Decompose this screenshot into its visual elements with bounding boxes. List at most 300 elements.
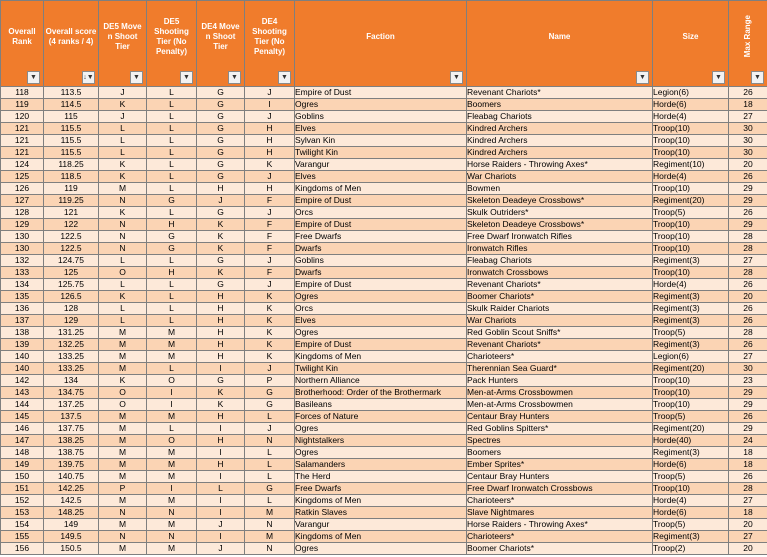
filter-dropdown-button[interactable]: ▼ [450, 71, 463, 84]
cell-de5-move-shoot-tier[interactable]: J [99, 87, 147, 99]
cell-name[interactable]: Charioteers* [467, 495, 653, 507]
cell-faction[interactable]: Empire of Dust [295, 219, 467, 231]
cell-de5-move-shoot-tier[interactable]: O [99, 267, 147, 279]
cell-name[interactable]: Slave Nightmares [467, 507, 653, 519]
cell-de5-shooting-tier[interactable]: M [147, 459, 197, 471]
cell-name[interactable]: Red Goblins Spitters* [467, 423, 653, 435]
cell-faction[interactable]: Orcs [295, 303, 467, 315]
cell-overall-score[interactable]: 133.25 [44, 363, 99, 375]
cell-size[interactable]: Legion(6) [653, 351, 729, 363]
cell-name[interactable]: Fleabag Chariots [467, 111, 653, 123]
cell-overall-score[interactable]: 131.25 [44, 327, 99, 339]
cell-name[interactable]: War Chariots [467, 315, 653, 327]
cell-max-range[interactable]: 18 [729, 99, 767, 111]
cell-de5-move-shoot-tier[interactable]: L [99, 315, 147, 327]
cell-size[interactable]: Regiment(3) [653, 291, 729, 303]
cell-overall-rank[interactable]: 145 [1, 411, 44, 423]
cell-overall-score[interactable]: 134.75 [44, 387, 99, 399]
cell-faction[interactable]: Goblins [295, 111, 467, 123]
cell-de5-shooting-tier[interactable]: L [147, 111, 197, 123]
cell-overall-rank[interactable]: 144 [1, 399, 44, 411]
cell-max-range[interactable]: 29 [729, 195, 767, 207]
cell-faction[interactable]: Free Dwarfs [295, 231, 467, 243]
cell-size[interactable]: Troop(10) [653, 123, 729, 135]
cell-faction[interactable]: Ogres [295, 447, 467, 459]
cell-overall-rank[interactable]: 130 [1, 243, 44, 255]
cell-max-range[interactable]: 27 [729, 255, 767, 267]
cell-overall-rank[interactable]: 124 [1, 159, 44, 171]
filter-dropdown-button[interactable]: ▼ [228, 71, 241, 84]
cell-de4-move-shoot-tier[interactable]: H [197, 435, 245, 447]
cell-name[interactable]: Boomer Chariots* [467, 291, 653, 303]
cell-size[interactable]: Troop(10) [653, 387, 729, 399]
cell-max-range[interactable]: 29 [729, 219, 767, 231]
cell-de4-shooting-tier[interactable]: G [245, 483, 295, 495]
cell-de4-shooting-tier[interactable]: L [245, 447, 295, 459]
cell-overall-score[interactable]: 124.75 [44, 255, 99, 267]
cell-de4-shooting-tier[interactable]: N [245, 543, 295, 555]
cell-de4-shooting-tier[interactable]: L [245, 411, 295, 423]
cell-size[interactable]: Legion(6) [653, 87, 729, 99]
cell-max-range[interactable]: 26 [729, 471, 767, 483]
cell-de5-shooting-tier[interactable]: L [147, 315, 197, 327]
cell-name[interactable]: Kindred Archers [467, 135, 653, 147]
cell-overall-rank[interactable]: 134 [1, 279, 44, 291]
cell-overall-score[interactable]: 115 [44, 111, 99, 123]
cell-overall-score[interactable]: 137.5 [44, 411, 99, 423]
cell-de5-move-shoot-tier[interactable]: N [99, 219, 147, 231]
cell-de5-shooting-tier[interactable]: L [147, 99, 197, 111]
cell-overall-rank[interactable]: 142 [1, 375, 44, 387]
cell-faction[interactable]: Ogres [295, 327, 467, 339]
cell-faction[interactable]: Elves [295, 171, 467, 183]
cell-max-range[interactable]: 23 [729, 375, 767, 387]
cell-de5-shooting-tier[interactable]: N [147, 531, 197, 543]
cell-de5-shooting-tier[interactable]: L [147, 159, 197, 171]
cell-de4-move-shoot-tier[interactable]: I [197, 507, 245, 519]
cell-faction[interactable]: Ogres [295, 543, 467, 555]
cell-de4-move-shoot-tier[interactable]: G [197, 279, 245, 291]
cell-overall-score[interactable]: 132.25 [44, 339, 99, 351]
cell-de4-move-shoot-tier[interactable]: G [197, 87, 245, 99]
cell-faction[interactable]: Twilight Kin [295, 363, 467, 375]
cell-overall-score[interactable]: 140.75 [44, 471, 99, 483]
cell-de5-move-shoot-tier[interactable]: L [99, 123, 147, 135]
cell-max-range[interactable]: 26 [729, 411, 767, 423]
cell-max-range[interactable]: 24 [729, 435, 767, 447]
cell-size[interactable]: Regiment(10) [653, 159, 729, 171]
cell-overall-rank[interactable]: 156 [1, 543, 44, 555]
cell-de4-shooting-tier[interactable]: N [245, 435, 295, 447]
cell-de5-shooting-tier[interactable]: O [147, 435, 197, 447]
cell-de5-move-shoot-tier[interactable]: M [99, 519, 147, 531]
filter-dropdown-button[interactable]: ▼ [27, 71, 40, 84]
cell-de5-shooting-tier[interactable]: L [147, 183, 197, 195]
cell-size[interactable]: Troop(5) [653, 519, 729, 531]
cell-de4-move-shoot-tier[interactable]: H [197, 339, 245, 351]
cell-name[interactable]: War Chariots [467, 171, 653, 183]
cell-de5-shooting-tier[interactable]: L [147, 207, 197, 219]
cell-faction[interactable]: Salamanders [295, 459, 467, 471]
cell-de4-move-shoot-tier[interactable]: K [197, 231, 245, 243]
cell-name[interactable]: Spectres [467, 435, 653, 447]
cell-overall-rank[interactable]: 153 [1, 507, 44, 519]
cell-size[interactable]: Horde(6) [653, 507, 729, 519]
cell-de5-shooting-tier[interactable]: M [147, 471, 197, 483]
cell-overall-score[interactable]: 122.5 [44, 243, 99, 255]
cell-faction[interactable]: The Herd [295, 471, 467, 483]
cell-de5-shooting-tier[interactable]: H [147, 267, 197, 279]
cell-de4-shooting-tier[interactable]: J [245, 111, 295, 123]
cell-de4-move-shoot-tier[interactable]: K [197, 243, 245, 255]
cell-size[interactable]: Troop(5) [653, 207, 729, 219]
cell-de4-move-shoot-tier[interactable]: L [197, 483, 245, 495]
cell-de4-shooting-tier[interactable]: F [245, 195, 295, 207]
cell-max-range[interactable]: 30 [729, 135, 767, 147]
cell-de4-shooting-tier[interactable]: F [245, 219, 295, 231]
cell-overall-score[interactable]: 122.5 [44, 231, 99, 243]
cell-faction[interactable]: Ogres [295, 291, 467, 303]
cell-size[interactable]: Horde(4) [653, 111, 729, 123]
cell-de5-move-shoot-tier[interactable]: M [99, 543, 147, 555]
cell-max-range[interactable]: 29 [729, 387, 767, 399]
cell-de5-shooting-tier[interactable]: L [147, 135, 197, 147]
cell-max-range[interactable]: 27 [729, 531, 767, 543]
cell-name[interactable]: Ember Sprites* [467, 459, 653, 471]
cell-de5-shooting-tier[interactable]: M [147, 327, 197, 339]
cell-overall-rank[interactable]: 146 [1, 423, 44, 435]
cell-overall-rank[interactable]: 138 [1, 327, 44, 339]
cell-name[interactable]: Red Goblin Scout Sniffs* [467, 327, 653, 339]
cell-name[interactable]: Horse Raiders - Throwing Axes* [467, 519, 653, 531]
cell-de4-shooting-tier[interactable]: K [245, 303, 295, 315]
cell-de4-move-shoot-tier[interactable]: I [197, 447, 245, 459]
cell-de5-shooting-tier[interactable]: H [147, 219, 197, 231]
cell-faction[interactable]: Ogres [295, 99, 467, 111]
cell-de5-shooting-tier[interactable]: M [147, 411, 197, 423]
cell-de4-shooting-tier[interactable]: J [245, 279, 295, 291]
cell-de4-shooting-tier[interactable]: J [245, 171, 295, 183]
cell-faction[interactable]: Basileans [295, 399, 467, 411]
cell-max-range[interactable]: 26 [729, 279, 767, 291]
cell-de5-shooting-tier[interactable]: I [147, 399, 197, 411]
cell-faction[interactable]: Orcs [295, 207, 467, 219]
cell-faction[interactable]: Goblins [295, 255, 467, 267]
cell-faction[interactable]: Dwarfs [295, 267, 467, 279]
cell-size[interactable]: Troop(5) [653, 411, 729, 423]
cell-overall-score[interactable]: 138.75 [44, 447, 99, 459]
cell-de5-move-shoot-tier[interactable]: M [99, 411, 147, 423]
cell-max-range[interactable]: 18 [729, 459, 767, 471]
cell-size[interactable]: Horde(6) [653, 459, 729, 471]
cell-de5-shooting-tier[interactable]: O [147, 375, 197, 387]
cell-de4-shooting-tier[interactable]: F [245, 243, 295, 255]
cell-overall-rank[interactable]: 137 [1, 315, 44, 327]
cell-max-range[interactable]: 30 [729, 363, 767, 375]
cell-size[interactable]: Horde(40) [653, 435, 729, 447]
cell-de4-move-shoot-tier[interactable]: I [197, 423, 245, 435]
cell-faction[interactable]: Elves [295, 315, 467, 327]
cell-de4-move-shoot-tier[interactable]: I [197, 471, 245, 483]
cell-overall-rank[interactable]: 129 [1, 219, 44, 231]
cell-de4-shooting-tier[interactable]: F [245, 267, 295, 279]
cell-de4-move-shoot-tier[interactable]: I [197, 495, 245, 507]
cell-name[interactable]: Men-at-Arms Crossbowmen [467, 387, 653, 399]
cell-overall-rank[interactable]: 121 [1, 123, 44, 135]
cell-de5-move-shoot-tier[interactable]: K [99, 159, 147, 171]
cell-faction[interactable]: Empire of Dust [295, 87, 467, 99]
cell-de4-move-shoot-tier[interactable]: G [197, 123, 245, 135]
cell-overall-rank[interactable]: 128 [1, 207, 44, 219]
cell-de5-move-shoot-tier[interactable]: K [99, 171, 147, 183]
cell-faction[interactable]: Kingdoms of Men [295, 183, 467, 195]
cell-size[interactable]: Troop(10) [653, 183, 729, 195]
cell-name[interactable]: Men-at-Arms Crossbowmen [467, 399, 653, 411]
cell-overall-score[interactable]: 149.5 [44, 531, 99, 543]
cell-size[interactable]: Troop(10) [653, 231, 729, 243]
cell-de4-move-shoot-tier[interactable]: H [197, 303, 245, 315]
cell-de5-move-shoot-tier[interactable]: N [99, 507, 147, 519]
cell-size[interactable]: Horde(4) [653, 171, 729, 183]
cell-de5-shooting-tier[interactable]: M [147, 339, 197, 351]
cell-de4-move-shoot-tier[interactable]: G [197, 375, 245, 387]
cell-name[interactable]: Revenant Chariots* [467, 87, 653, 99]
cell-de5-move-shoot-tier[interactable]: M [99, 351, 147, 363]
cell-max-range[interactable]: 28 [729, 327, 767, 339]
cell-overall-rank[interactable]: 140 [1, 363, 44, 375]
cell-max-range[interactable]: 29 [729, 423, 767, 435]
cell-size[interactable]: Troop(5) [653, 327, 729, 339]
cell-de5-move-shoot-tier[interactable]: N [99, 231, 147, 243]
cell-overall-score[interactable]: 137.75 [44, 423, 99, 435]
cell-de4-shooting-tier[interactable]: I [245, 99, 295, 111]
cell-de5-move-shoot-tier[interactable]: N [99, 243, 147, 255]
cell-name[interactable]: Skeleton Deadeye Crossbows* [467, 219, 653, 231]
cell-faction[interactable]: Ogres [295, 423, 467, 435]
cell-faction[interactable]: Northern Alliance [295, 375, 467, 387]
cell-faction[interactable]: Twilight Kin [295, 147, 467, 159]
filter-dropdown-button[interactable]: ↓▼ [82, 71, 95, 84]
cell-de4-shooting-tier[interactable]: K [245, 339, 295, 351]
cell-overall-rank[interactable]: 132 [1, 255, 44, 267]
cell-de5-shooting-tier[interactable]: M [147, 519, 197, 531]
cell-max-range[interactable]: 26 [729, 315, 767, 327]
cell-de4-move-shoot-tier[interactable]: G [197, 255, 245, 267]
cell-overall-score[interactable]: 119 [44, 183, 99, 195]
cell-de4-shooting-tier[interactable]: H [245, 183, 295, 195]
filter-dropdown-button[interactable]: ▼ [130, 71, 143, 84]
cell-de5-shooting-tier[interactable]: L [147, 291, 197, 303]
cell-overall-score[interactable]: 142.25 [44, 483, 99, 495]
cell-de5-shooting-tier[interactable]: G [147, 231, 197, 243]
cell-overall-score[interactable]: 121 [44, 207, 99, 219]
cell-de4-move-shoot-tier[interactable]: H [197, 291, 245, 303]
cell-de4-move-shoot-tier[interactable]: K [197, 399, 245, 411]
cell-overall-rank[interactable]: 130 [1, 231, 44, 243]
cell-name[interactable]: Kindred Archers [467, 123, 653, 135]
cell-size[interactable]: Regiment(20) [653, 195, 729, 207]
cell-de4-shooting-tier[interactable]: H [245, 123, 295, 135]
cell-overall-rank[interactable]: 135 [1, 291, 44, 303]
cell-overall-score[interactable]: 115.5 [44, 147, 99, 159]
cell-max-range[interactable]: 28 [729, 231, 767, 243]
cell-overall-rank[interactable]: 147 [1, 435, 44, 447]
cell-overall-rank[interactable]: 121 [1, 147, 44, 159]
cell-de4-shooting-tier[interactable]: K [245, 327, 295, 339]
filter-dropdown-button[interactable]: ▼ [636, 71, 649, 84]
cell-overall-score[interactable]: 122 [44, 219, 99, 231]
cell-max-range[interactable]: 26 [729, 87, 767, 99]
cell-de4-move-shoot-tier[interactable]: K [197, 267, 245, 279]
cell-faction[interactable]: Empire of Dust [295, 339, 467, 351]
cell-de5-shooting-tier[interactable]: M [147, 447, 197, 459]
cell-max-range[interactable]: 18 [729, 507, 767, 519]
cell-de5-shooting-tier[interactable]: L [147, 363, 197, 375]
cell-de4-move-shoot-tier[interactable]: I [197, 363, 245, 375]
cell-size[interactable]: Troop(5) [653, 471, 729, 483]
cell-size[interactable]: Troop(10) [653, 243, 729, 255]
cell-de5-move-shoot-tier[interactable]: N [99, 531, 147, 543]
cell-faction[interactable]: Sylvan Kin [295, 135, 467, 147]
cell-size[interactable]: Troop(10) [653, 399, 729, 411]
cell-max-range[interactable]: 20 [729, 519, 767, 531]
cell-overall-rank[interactable]: 149 [1, 459, 44, 471]
cell-overall-score[interactable]: 137.25 [44, 399, 99, 411]
cell-faction[interactable]: Empire of Dust [295, 279, 467, 291]
cell-de5-shooting-tier[interactable]: L [147, 171, 197, 183]
cell-de5-shooting-tier[interactable]: M [147, 495, 197, 507]
cell-de5-move-shoot-tier[interactable]: M [99, 327, 147, 339]
cell-name[interactable]: Ironwatch Rifles [467, 243, 653, 255]
cell-name[interactable]: Horse Raiders - Throwing Axes* [467, 159, 653, 171]
cell-de5-shooting-tier[interactable]: L [147, 87, 197, 99]
cell-de5-shooting-tier[interactable]: L [147, 279, 197, 291]
cell-de5-move-shoot-tier[interactable]: M [99, 363, 147, 375]
cell-size[interactable]: Troop(2) [653, 543, 729, 555]
cell-overall-rank[interactable]: 121 [1, 135, 44, 147]
cell-de5-move-shoot-tier[interactable]: L [99, 147, 147, 159]
cell-overall-score[interactable]: 134 [44, 375, 99, 387]
cell-name[interactable]: Ironwatch Crossbows [467, 267, 653, 279]
cell-de4-shooting-tier[interactable]: J [245, 363, 295, 375]
cell-de5-move-shoot-tier[interactable]: M [99, 459, 147, 471]
cell-overall-rank[interactable]: 150 [1, 471, 44, 483]
cell-overall-rank[interactable]: 136 [1, 303, 44, 315]
cell-de4-shooting-tier[interactable]: K [245, 351, 295, 363]
cell-de4-move-shoot-tier[interactable]: K [197, 387, 245, 399]
cell-name[interactable]: Revenant Chariots* [467, 339, 653, 351]
cell-faction[interactable]: Nightstalkers [295, 435, 467, 447]
cell-overall-rank[interactable]: 155 [1, 531, 44, 543]
cell-name[interactable]: Pack Hunters [467, 375, 653, 387]
cell-de5-shooting-tier[interactable]: L [147, 423, 197, 435]
cell-de5-move-shoot-tier[interactable]: L [99, 135, 147, 147]
cell-de5-move-shoot-tier[interactable]: P [99, 483, 147, 495]
cell-de4-shooting-tier[interactable]: J [245, 87, 295, 99]
cell-overall-score[interactable]: 125.75 [44, 279, 99, 291]
cell-overall-rank[interactable]: 143 [1, 387, 44, 399]
filter-dropdown-button[interactable]: ▼ [751, 71, 764, 84]
cell-faction[interactable]: Forces of Nature [295, 411, 467, 423]
cell-size[interactable]: Horde(6) [653, 99, 729, 111]
cell-faction[interactable]: Empire of Dust [295, 195, 467, 207]
cell-de5-shooting-tier[interactable]: I [147, 483, 197, 495]
cell-de5-shooting-tier[interactable]: N [147, 507, 197, 519]
cell-overall-rank[interactable]: 140 [1, 351, 44, 363]
cell-de4-shooting-tier[interactable]: J [245, 255, 295, 267]
cell-de4-shooting-tier[interactable]: J [245, 423, 295, 435]
cell-de4-move-shoot-tier[interactable]: G [197, 171, 245, 183]
cell-de4-shooting-tier[interactable]: N [245, 519, 295, 531]
cell-overall-score[interactable]: 115.5 [44, 123, 99, 135]
cell-overall-score[interactable]: 149 [44, 519, 99, 531]
cell-name[interactable]: Skeleton Deadeye Crossbows* [467, 195, 653, 207]
cell-max-range[interactable]: 30 [729, 123, 767, 135]
cell-de4-move-shoot-tier[interactable]: G [197, 99, 245, 111]
cell-de4-move-shoot-tier[interactable]: G [197, 159, 245, 171]
cell-de5-move-shoot-tier[interactable]: K [99, 291, 147, 303]
cell-name[interactable]: Centaur Bray Hunters [467, 411, 653, 423]
cell-de4-shooting-tier[interactable]: K [245, 159, 295, 171]
filter-dropdown-button[interactable]: ▼ [180, 71, 193, 84]
cell-de4-move-shoot-tier[interactable]: H [197, 459, 245, 471]
cell-overall-score[interactable]: 114.5 [44, 99, 99, 111]
cell-overall-score[interactable]: 150.5 [44, 543, 99, 555]
cell-name[interactable]: Boomer Chariots* [467, 543, 653, 555]
cell-name[interactable]: Skulk Outriders* [467, 207, 653, 219]
cell-name[interactable]: Charioteers* [467, 351, 653, 363]
cell-de5-move-shoot-tier[interactable]: O [99, 399, 147, 411]
cell-name[interactable]: Skulk Raider Chariots [467, 303, 653, 315]
cell-de5-shooting-tier[interactable]: L [147, 303, 197, 315]
cell-max-range[interactable]: 29 [729, 399, 767, 411]
cell-size[interactable]: Regiment(20) [653, 363, 729, 375]
cell-faction[interactable]: Elves [295, 123, 467, 135]
cell-overall-rank[interactable]: 127 [1, 195, 44, 207]
cell-de5-shooting-tier[interactable]: M [147, 543, 197, 555]
cell-de4-shooting-tier[interactable]: H [245, 147, 295, 159]
cell-overall-score[interactable]: 118.5 [44, 171, 99, 183]
cell-name[interactable]: Centaur Bray Hunters [467, 471, 653, 483]
cell-de5-move-shoot-tier[interactable]: M [99, 471, 147, 483]
cell-de4-shooting-tier[interactable]: L [245, 495, 295, 507]
cell-overall-score[interactable]: 113.5 [44, 87, 99, 99]
cell-overall-rank[interactable]: 139 [1, 339, 44, 351]
cell-faction[interactable]: Kingdoms of Men [295, 495, 467, 507]
cell-overall-score[interactable]: 129 [44, 315, 99, 327]
cell-de4-shooting-tier[interactable]: M [245, 531, 295, 543]
cell-de4-shooting-tier[interactable]: G [245, 399, 295, 411]
cell-size[interactable]: Troop(10) [653, 375, 729, 387]
cell-max-range[interactable]: 28 [729, 267, 767, 279]
cell-size[interactable]: Horde(4) [653, 279, 729, 291]
cell-de5-shooting-tier[interactable]: L [147, 255, 197, 267]
cell-de4-shooting-tier[interactable]: L [245, 459, 295, 471]
cell-overall-rank[interactable]: 118 [1, 87, 44, 99]
cell-de5-move-shoot-tier[interactable]: K [99, 99, 147, 111]
cell-de4-move-shoot-tier[interactable]: J [197, 195, 245, 207]
cell-faction[interactable]: Free Dwarfs [295, 483, 467, 495]
cell-max-range[interactable]: 20 [729, 543, 767, 555]
cell-de5-move-shoot-tier[interactable]: L [99, 303, 147, 315]
cell-de4-shooting-tier[interactable]: H [245, 135, 295, 147]
cell-overall-score[interactable]: 133.25 [44, 351, 99, 363]
cell-de5-shooting-tier[interactable]: G [147, 243, 197, 255]
cell-de5-move-shoot-tier[interactable]: M [99, 339, 147, 351]
cell-size[interactable]: Regiment(3) [653, 447, 729, 459]
cell-size[interactable]: Regiment(3) [653, 339, 729, 351]
cell-name[interactable]: Therennian Sea Guard* [467, 363, 653, 375]
